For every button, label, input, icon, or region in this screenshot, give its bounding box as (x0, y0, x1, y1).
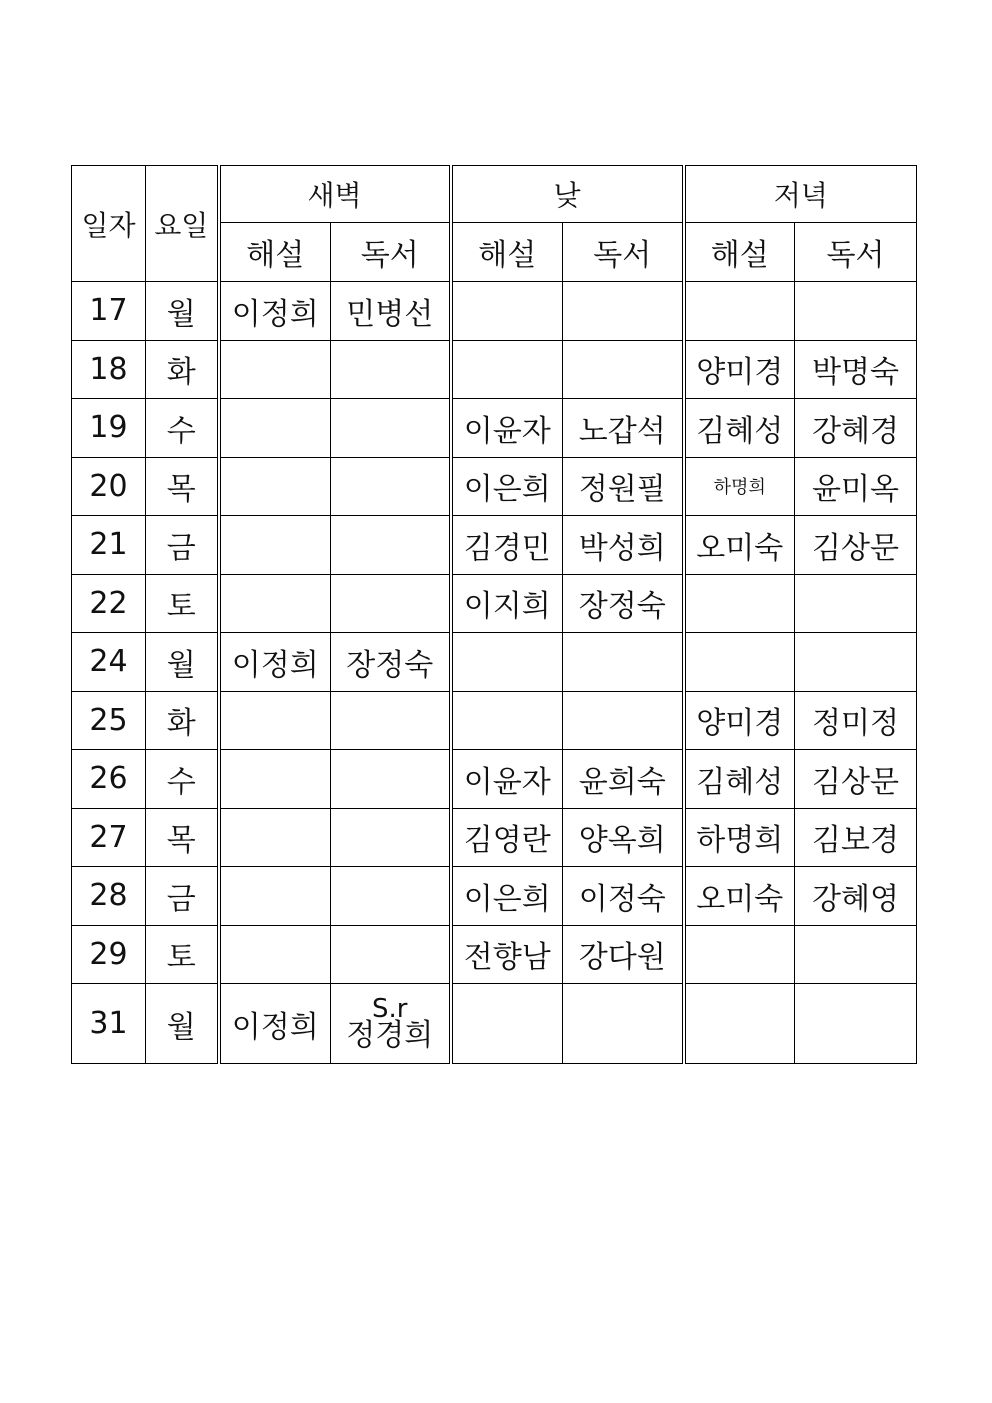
name-cell (795, 633, 917, 692)
name-cell (331, 984, 451, 1064)
weekday-cell: 월 (146, 282, 219, 341)
name-cell: 이지희 (451, 574, 563, 633)
table-row (72, 574, 917, 633)
name-cell: 이은희 (451, 457, 563, 516)
date-cell: 19 (72, 399, 146, 458)
sub-header-reading: 독서 (795, 223, 917, 282)
name-cell (331, 574, 451, 633)
name-cell (451, 282, 563, 341)
name-cell (331, 457, 451, 516)
weekday-header: 요일 (146, 166, 219, 282)
name-cell (795, 574, 917, 633)
name-cell (451, 984, 563, 1064)
date-cell: 20 (72, 457, 146, 516)
name-cell (331, 808, 451, 867)
sub-header-reading: 독서 (331, 223, 451, 282)
name-cell (331, 925, 451, 984)
date-header: 일자 (72, 166, 146, 282)
name-cell: 이윤자 (451, 750, 563, 809)
table-row (72, 399, 917, 458)
table-row (72, 867, 917, 926)
table-row (72, 457, 917, 516)
name-cell (563, 984, 684, 1064)
name-cell: 강혜경 (795, 399, 917, 458)
name-cell: 양미경 (684, 691, 795, 750)
weekday-cell: 목 (146, 457, 219, 516)
name-cell: 양옥희 (563, 808, 684, 867)
weekday-cell: 수 (146, 399, 219, 458)
date-cell: 27 (72, 808, 146, 867)
name-cell (451, 633, 563, 692)
schedule-table (71, 165, 917, 1064)
sub-header-reading: 독서 (563, 223, 684, 282)
name-cell (331, 516, 451, 575)
name-cell (219, 516, 331, 575)
weekday-cell: 목 (146, 808, 219, 867)
weekday-cell: 화 (146, 691, 219, 750)
reader-name: 정경희 (346, 1017, 434, 1053)
name-cell (795, 925, 917, 984)
sub-header-commentary: 해설 (219, 223, 331, 282)
name-cell: 오미숙 (684, 516, 795, 575)
name-cell: 이정희 (219, 633, 331, 692)
date-cell: 29 (72, 925, 146, 984)
name-cell (331, 691, 451, 750)
weekday-cell: 토 (146, 574, 219, 633)
name-cell: 김혜성 (684, 750, 795, 809)
weekday-cell: 월 (146, 984, 219, 1064)
date-cell: 22 (72, 574, 146, 633)
name-cell (684, 282, 795, 341)
weekday-cell: 토 (146, 925, 219, 984)
name-cell (563, 691, 684, 750)
name-cell (563, 282, 684, 341)
sub-header-commentary: 해설 (451, 223, 563, 282)
table-row (72, 808, 917, 867)
name-cell: 김상문 (795, 750, 917, 809)
date-cell: 17 (72, 282, 146, 341)
name-cell (795, 984, 917, 1064)
name-cell: 윤미옥 (795, 457, 917, 516)
name-cell (219, 574, 331, 633)
weekday-cell: 화 (146, 340, 219, 399)
date-cell: 21 (72, 516, 146, 575)
name-cell (219, 457, 331, 516)
name-cell (219, 750, 331, 809)
name-cell: 이정희 (219, 984, 331, 1064)
name-cell (684, 925, 795, 984)
name-cell: 김영란 (451, 808, 563, 867)
weekday-cell: 월 (146, 633, 219, 692)
name-cell: 강다원 (563, 925, 684, 984)
table-row (72, 984, 917, 1064)
table-row (72, 633, 917, 692)
name-cell: 하명희 (684, 808, 795, 867)
period-header-dawn: 새벽 (219, 166, 451, 223)
name-cell: 정원필 (563, 457, 684, 516)
name-cell (451, 691, 563, 750)
name-cell: 강혜영 (795, 867, 917, 926)
name-cell: 장정숙 (331, 633, 451, 692)
period-header-evening: 저녁 (684, 166, 917, 223)
name-cell: 김경민 (451, 516, 563, 575)
name-cell: 양미경 (684, 340, 795, 399)
table-row (72, 750, 917, 809)
name-cell (451, 340, 563, 399)
name-cell (684, 633, 795, 692)
period-header-day: 낮 (451, 166, 684, 223)
table-row (72, 282, 917, 341)
name-cell (219, 808, 331, 867)
name-cell: 이정숙 (563, 867, 684, 926)
name-cell (219, 340, 331, 399)
date-cell: 25 (72, 691, 146, 750)
name-cell (219, 691, 331, 750)
date-cell: 28 (72, 867, 146, 926)
name-cell (219, 867, 331, 926)
name-cell (684, 574, 795, 633)
table-row (72, 925, 917, 984)
name-cell: 전향남 (451, 925, 563, 984)
sub-header-commentary: 해설 (684, 223, 795, 282)
name-cell (331, 399, 451, 458)
name-cell (331, 750, 451, 809)
name-cell (795, 282, 917, 341)
table-row (72, 691, 917, 750)
reader-prefix: S.r (372, 993, 408, 1024)
weekday-cell: 금 (146, 867, 219, 926)
name-cell (331, 340, 451, 399)
name-cell (563, 340, 684, 399)
weekday-cell: 수 (146, 750, 219, 809)
date-cell: 24 (72, 633, 146, 692)
name-cell: 오미숙 (684, 867, 795, 926)
name-cell: 김상문 (795, 516, 917, 575)
name-cell: 정미정 (795, 691, 917, 750)
name-cell (563, 633, 684, 692)
name-cell (219, 925, 331, 984)
date-cell: 31 (72, 984, 146, 1064)
name-cell: 박성희 (563, 516, 684, 575)
table-row (72, 340, 917, 399)
name-cell: 이윤자 (451, 399, 563, 458)
name-cell: 이정희 (219, 282, 331, 341)
name-cell (684, 984, 795, 1064)
name-cell: 김보경 (795, 808, 917, 867)
name-cell: 장정숙 (563, 574, 684, 633)
name-cell: 노갑석 (563, 399, 684, 458)
date-cell: 26 (72, 750, 146, 809)
name-cell: 이은희 (451, 867, 563, 926)
date-cell: 18 (72, 340, 146, 399)
name-cell: 윤희숙 (563, 750, 684, 809)
name-cell (219, 399, 331, 458)
name-cell: 김혜성 (684, 399, 795, 458)
table-row (72, 516, 917, 575)
name-cell: 민병선 (331, 282, 451, 341)
name-cell: 하명희 (684, 457, 795, 516)
weekday-cell: 금 (146, 516, 219, 575)
name-cell: 박명숙 (795, 340, 917, 399)
name-cell (331, 867, 451, 926)
